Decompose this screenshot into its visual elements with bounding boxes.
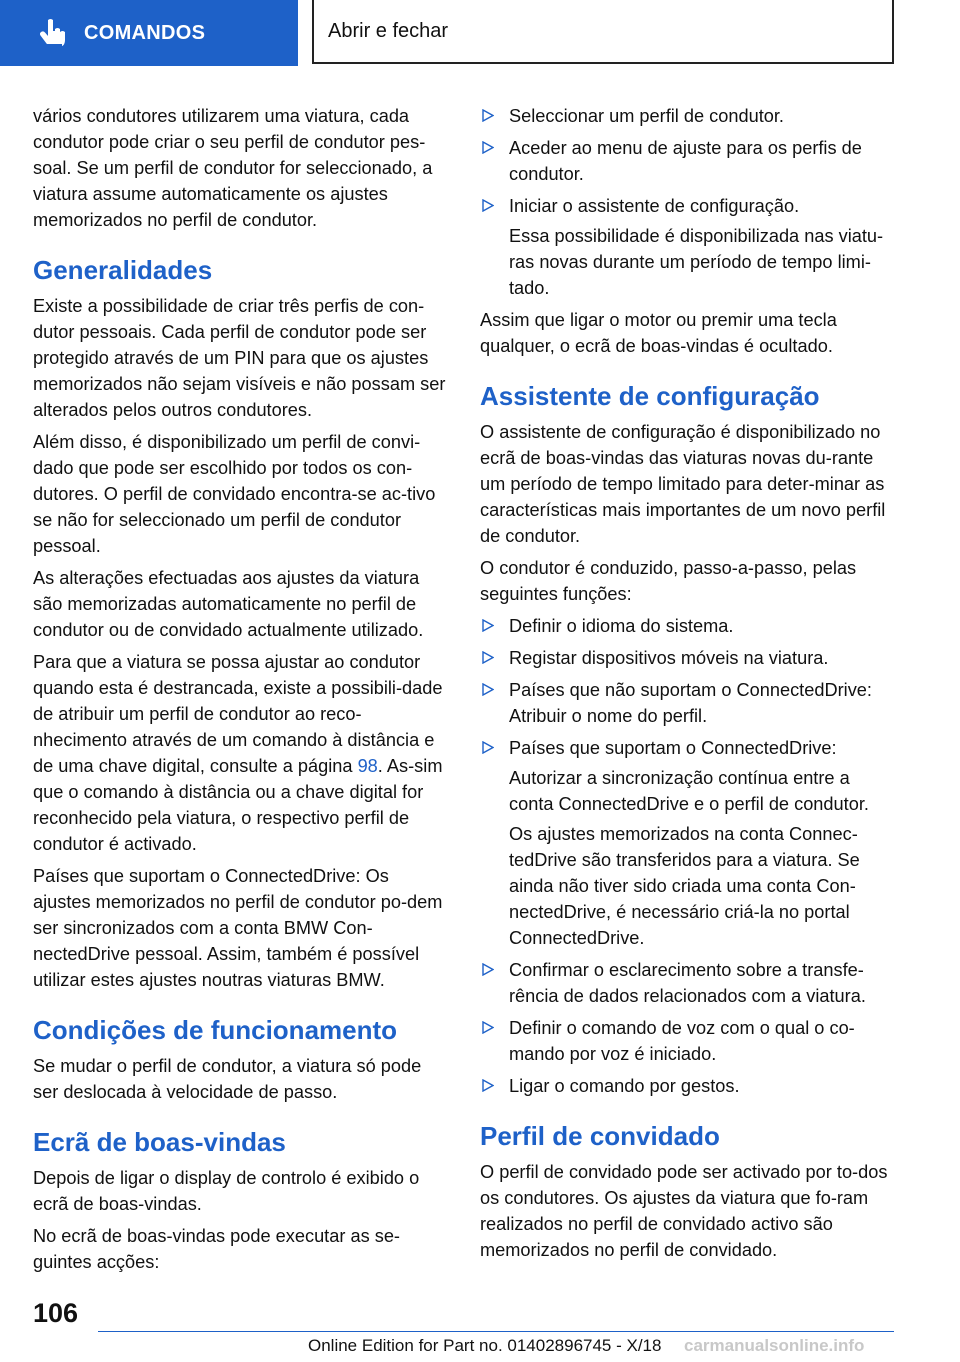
heading-generalidades: Generalidades [33,255,213,285]
list-item-text: Aceder ao menu de ajuste para os perfis de condutor. [509,138,862,184]
heading-ecra: Ecrã de boas-vindas [33,1127,286,1157]
heading-assistente: Assistente de configuração [480,381,820,411]
list-item [480,135,894,187]
paragraph: Além disso, é disponibilizado um perfil de convi-dado que pode ser escolhido por todos os con-dutores. O perfil de convidado encontra-se ac-tivo se não for seleccionado um perfil de condutor pessoal. [33,432,436,556]
text: Para que a viatura se possa ajustar ao condutor quando esta é destrancada, existe a possibili-dade de atribuir um perfil de condutor ao reco-nhecimento através de um comando à distância e de uma chave digital, consulte a página [33,652,443,776]
page-number: 106 [33,1298,79,1328]
list-item-note: Os ajustes memorizados na conta Connec-tedDrive são transferidos para a viatura. Se ainda não tiver sido criada uma conta Con-nectedDrive, é necessário criá-la no portal ConnectedDrive. [509,824,860,948]
section-label: COMANDOS [84,21,206,44]
list-item [480,645,894,671]
triangle-bullet-icon [482,199,494,212]
list-item [480,103,894,129]
list-item [480,677,894,729]
triangle-bullet-icon [482,683,494,696]
list-item-text: Países que não suportam o ConnectedDrive: Atribuir o nome do perfil. [509,680,872,726]
paragraph: Se mudar o perfil de condutor, a viatura só pode ser deslocada à velocidade de passo. [33,1056,422,1102]
watermark: carmanualsonline.info [684,1336,865,1355]
list-item [480,193,894,301]
heading-condicoes: Condições de funcionamento [33,1015,398,1045]
list-item-text: Confirmar o esclarecimento sobre a transfe-rência de dados relacionados com a viatura. [509,960,866,1006]
list-item [480,1073,894,1099]
triangle-bullet-icon [482,1079,494,1092]
paragraph: O assistente de configuração é disponibilizado no ecrã de boas-vindas das viaturas novas du-rante um período de tempo limitado para deter-minar as características mais importantes de um novo perfil de condutor. [480,422,886,546]
list-item [480,957,894,1009]
triangle-bullet-icon [482,109,494,122]
intro-paragraph: vários condutores utilizarem uma viatura, cada condutor pode criar o seu perfil de condutor pes-soal. Se um perfil de condutor for seleccionado, a viatura assume automaticamente os ajustes memorizados no perfil de condutor. [33,106,433,230]
footer-divider [98,1331,894,1332]
action-list [480,103,894,301]
list-item-text: Definir o comando de voz com o qual o co-mando por voz é iniciado. [509,1018,855,1064]
triangle-bullet-icon [482,741,494,754]
triangle-bullet-icon [482,963,494,976]
list-item [480,1015,894,1067]
section-tab[interactable] [0,0,298,66]
list-item-text: Definir o idioma do sistema. [509,616,734,636]
left-column [33,103,447,1281]
chapter-title: Abrir e fechar [328,19,449,42]
right-column [480,103,894,1269]
list-item-note: Autorizar a sincronização contínua entre a conta ConnectedDrive e o perfil de condutor. [509,768,869,814]
paragraph: O condutor é conduzido, passo-a-passo, pelas seguintes funções: [480,558,857,604]
list-item [480,613,894,639]
list-item-text: Registar dispositivos móveis na viatura. [509,648,829,668]
triangle-bullet-icon [482,651,494,664]
triangle-bullet-icon [482,141,494,154]
paragraph: As alterações efectuadas aos ajustes da viatura são memorizadas automaticamente no perfil de condutor ou de convidado actualmente utilizado. [33,568,424,640]
triangle-bullet-icon [482,1021,494,1034]
list-item-note: Essa possibilidade é disponibilizada nas viatu-ras novas durante um período de tempo limi-tado. [509,226,884,298]
paragraph: Países que suportam o ConnectedDrive: Os ajustes memorizados no perfil de condutor po-dem ser sincronizados com a conta BMW Con-nectedDrive pessoal. Assim, também é possível utilizar estes ajustes noutras viaturas BMW. [33,866,443,990]
triangle-bullet-icon [482,619,494,632]
edition-text: Online Edition for Part no. 01402896745 - X/18 [308,1336,662,1355]
heading-perfil-convidado: Perfil de convidado [480,1121,720,1151]
chapter-header [312,0,894,64]
paragraph: Depois de ligar o display de controlo é exibido o ecrã de boas-vindas. [33,1168,420,1214]
page-header [0,0,960,66]
list-item-text: Iniciar o assistente de configuração. [509,196,800,216]
text: . As-sim que o comando à distância ou a chave digital for reconhecido pela viatura, o respectivo perfil de condutor é activado. [33,756,443,854]
paragraph-with-link [33,649,447,857]
paragraph: No ecrã de boas-vindas pode executar as se-guintes acções: [33,1226,400,1272]
paragraph: Assim que ligar o motor ou premir uma tecla qualquer, o ecrã de boas-vindas é ocultado. [480,310,837,356]
list-item-text: Países que suportam o ConnectedDrive: [509,738,837,758]
list-item-text: Ligar o comando por gestos. [509,1076,740,1096]
hand-pointer-icon [38,17,68,49]
list-item [480,735,894,951]
function-list [480,613,894,1099]
list-item-text: Seleccionar um perfil de condutor. [509,106,784,126]
paragraph: Existe a possibilidade de criar três perfis de con-dutor pessoais. Cada perfil de condutor pode ser protegido através de um PIN para que os ajustes memorizados não sejam visíveis e não possam ser alterados pelos outros condutores. [33,296,446,420]
paragraph: O perfil de convidado pode ser activado por to-dos os condutores. Os ajustes da viatura que fo-ram realizados no perfil de convidado activo são memorizados no perfil de convidado. [480,1162,888,1260]
page-link[interactable]: 98 [357,756,378,776]
